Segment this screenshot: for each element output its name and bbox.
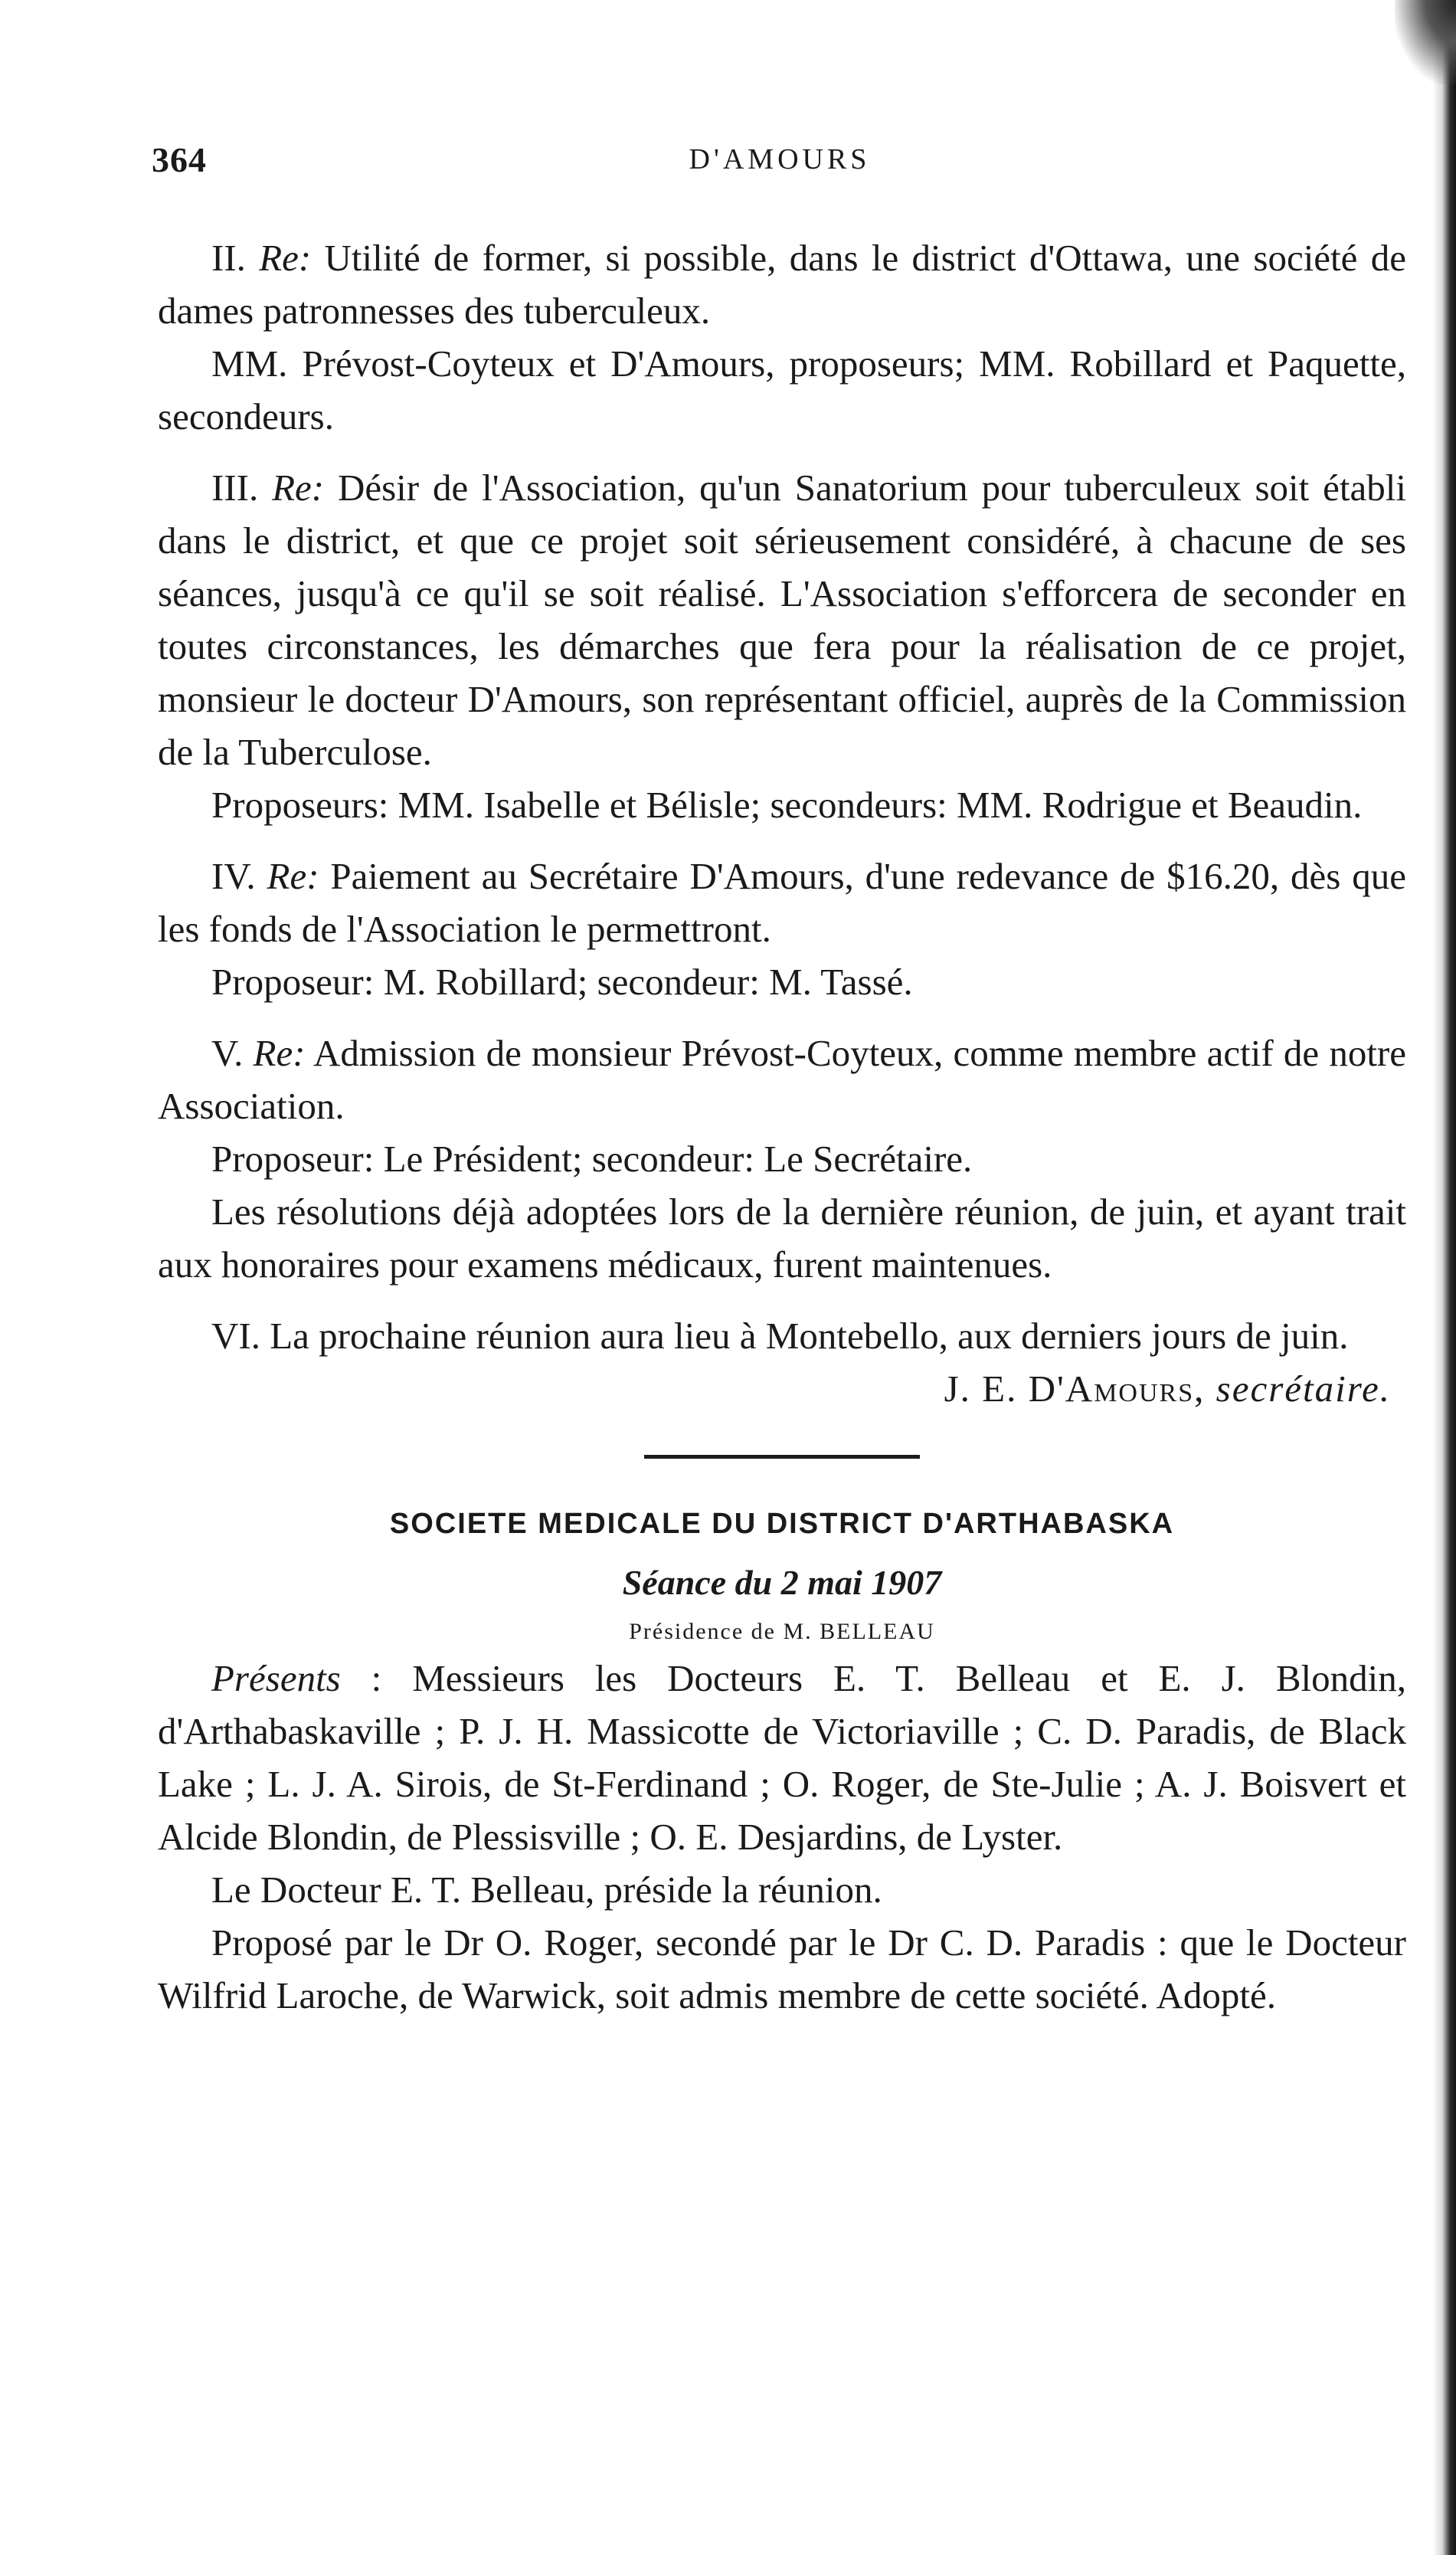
section-title: SOCIETE MEDICALE DU DISTRICT D'ARTHABASKA: [389, 1508, 1175, 1540]
resolution-iv-movers: Proposeur: M. Robillard; secondeur: M. Tassé.: [211, 961, 913, 1003]
resolution-vi: VI. La prochaine réunion aura lieu à Montebello, aux derniers jours de juin.: [211, 1315, 1349, 1357]
session-date: Séance du 2 mai 1907: [622, 1563, 942, 1602]
resolution-v-movers: Proposeur: Le Président; secondeur: Le Secrétaire.: [211, 1138, 973, 1180]
motion-paragraph: Proposé par le Dr O. Roger, secondé par le Dr C. D. Paradis : que le Docteur Wilfrid Laroche, de Warwick, soit admis membre de cette société. Adopté.: [158, 1921, 1406, 2016]
resolutions-maintained: Les résolutions déjà adoptées lors de la dernière réunion, de juin, et ayant trait aux honoraires pour examens médicaux, furent maintenues.: [158, 1191, 1406, 1286]
resolution-iii-movers: Proposeurs: MM. Isabelle et Bélisle; secondeurs: MM. Rodrigue et Beaudin.: [211, 784, 1363, 826]
section-divider: [644, 1455, 920, 1459]
page-edge-shadow: [1433, 0, 1456, 2555]
page-body: [158, 231, 1406, 2022]
resolution-ii-movers: MM. Prévost-Coyteux et D'Amours, proposeurs; MM. Robillard et Paquette, secondeurs.: [158, 342, 1406, 437]
signature: J. E. D'Amours, secrétaire.: [944, 1368, 1391, 1410]
presidence-line: Présidence de M. BELLEAU: [629, 1619, 935, 1644]
attendees-paragraph: Présents : Messieurs les Docteurs E. T. Belleau et E. J. Blondin, d'Arthabaskaville ; P. J. H. Massicotte de Victoriaville ; C. D. Paradis, de Black Lake ; L. J. A. Sirois, de St-Ferdinand ; O. Roger, de Ste-Julie ; A. J. Boisvert et Alcide Blondin, de Plessisville ; O. E. Desjardins, de Lyster.: [158, 1657, 1406, 1858]
chair-paragraph: Le Docteur E. T. Belleau, préside la réunion.: [211, 1869, 882, 1911]
page-corner-shadow: [1395, 0, 1456, 84]
page-header: [152, 139, 1408, 193]
page-number: 364: [152, 140, 207, 179]
resolution-iii: III. Re: Désir de l'Association, qu'un Sanatorium pour tuberculeux soit établi dans le district, et que ce projet soit sérieusement considéré, à chacune de ses séances, jusqu'à ce qu'il se soit réalisé. L'Association s'efforcera de seconder en toutes circonstances, les démarches que fera pour la réalisation de ce projet, monsieur le docteur D'Amours, son représentant officiel, auprès de la Commission de la Tuberculose.: [158, 467, 1406, 773]
resolution-v: V. Re: Admission de monsieur Prévost-Coyteux, comme membre actif de notre Association.: [158, 1032, 1406, 1127]
running-head: D'AMOURS: [689, 143, 871, 175]
resolution-ii: II. Re: Utilité de former, si possible, dans le district d'Ottawa, une société de dames patronnesses des tuberculeux.: [158, 237, 1406, 332]
resolution-iv: IV. Re: Paiement au Secrétaire D'Amours, d'une redevance de $16.20, dès que les fonds de l'Association le permettront.: [158, 855, 1406, 950]
